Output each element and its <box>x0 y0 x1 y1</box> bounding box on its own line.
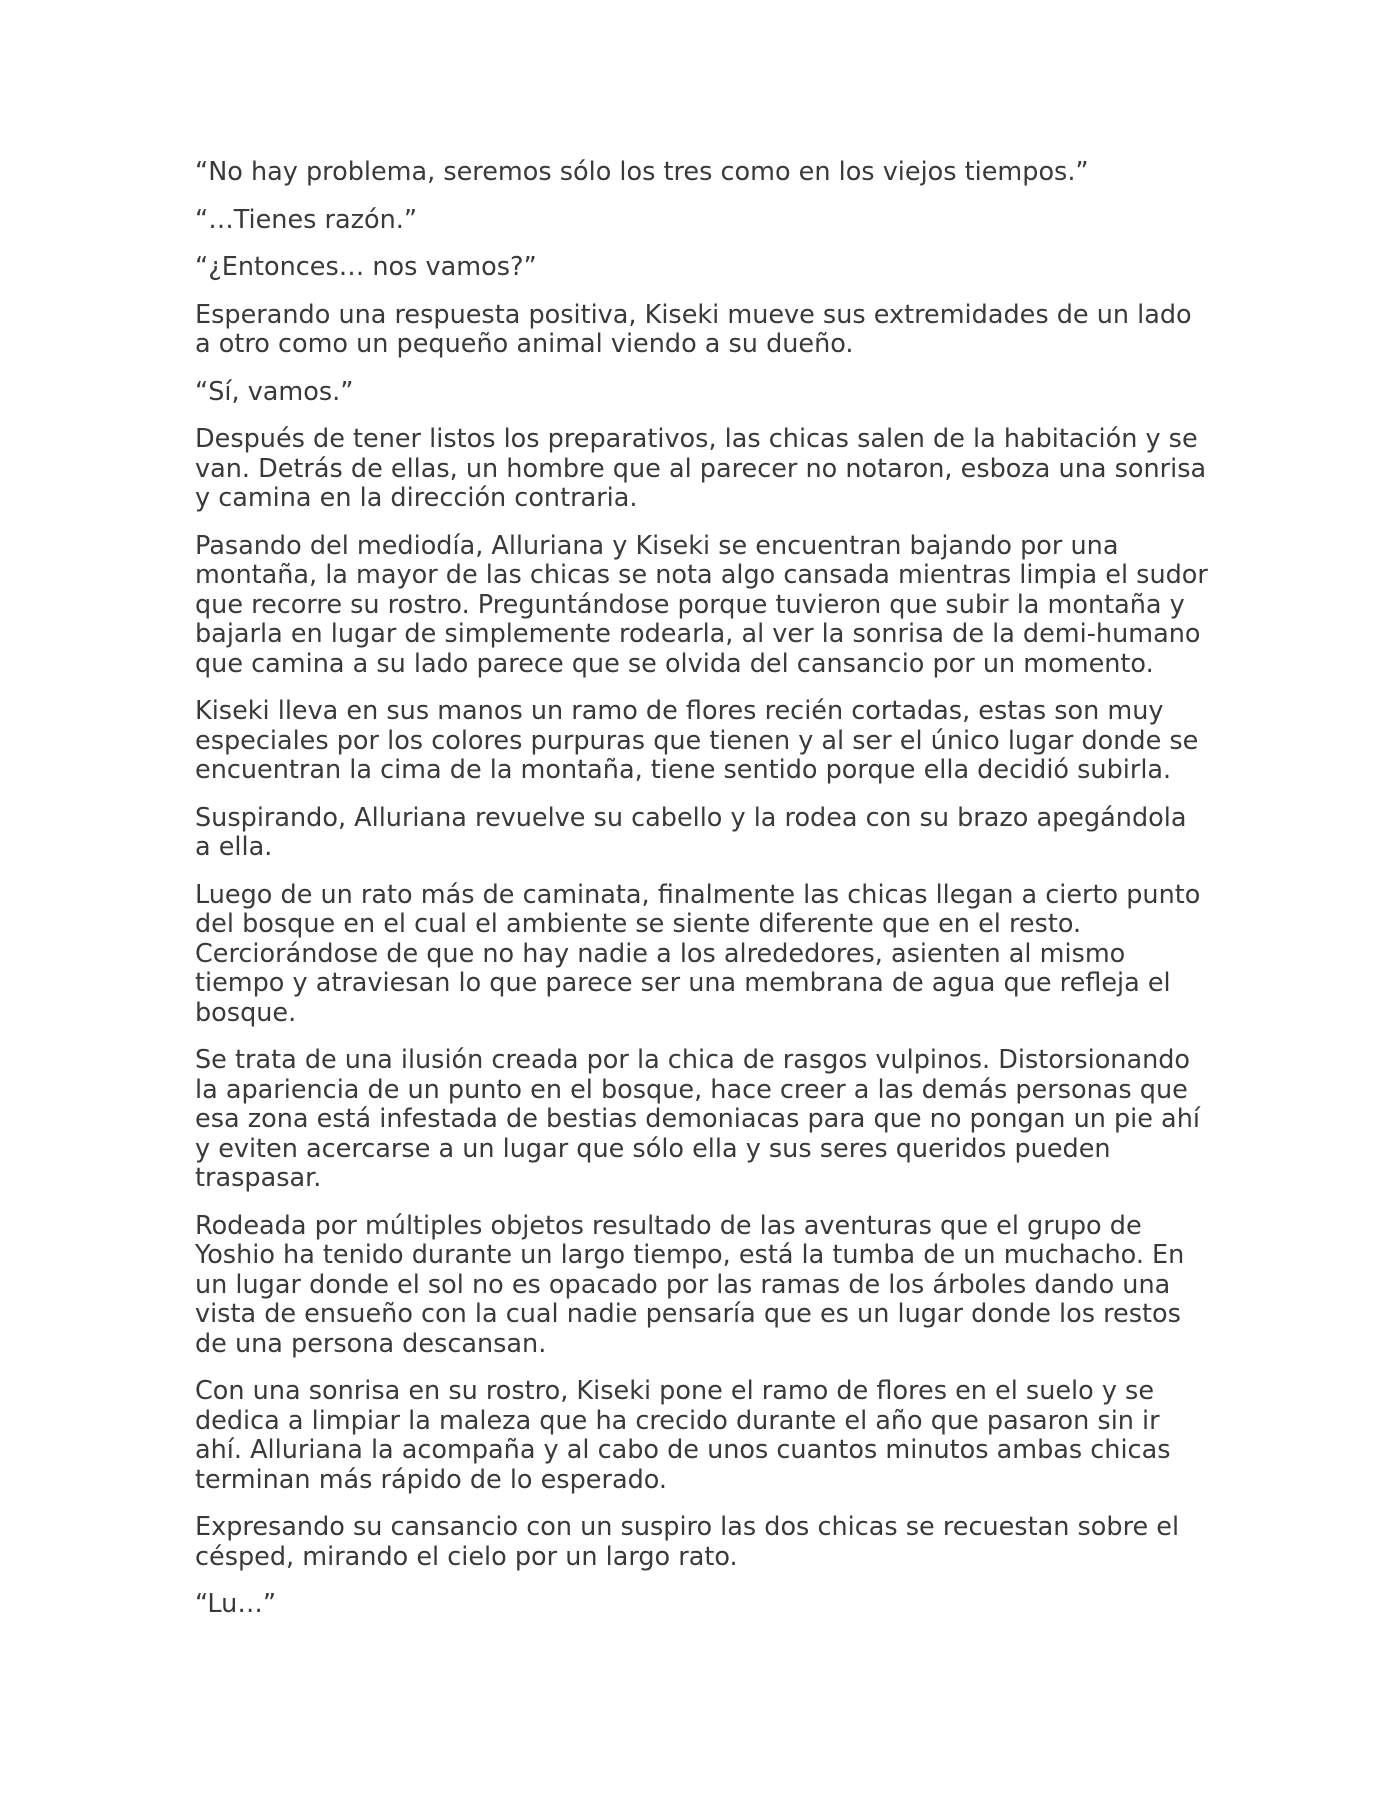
paragraph: “¿Entonces… nos vamos?” <box>195 252 537 282</box>
paragraph: Esperando una respuesta positiva, Kiseki mueve sus extremidades de un lado a otro como un pequeño animal viendo a su dueño. <box>195 299 1192 359</box>
paragraph: Kiseki lleva en sus manos un ramo de flores recién cortadas, estas son muy especiales por los colores purpuras que tienen y al ser el único lugar donde se encuentran la cima de la montaña, tiene sentido porque ella decidió subirla. <box>195 696 1199 785</box>
paragraph: Luego de un rato más de caminata, finalmente las chicas llegan a cierto punto del bosque en el cual el ambiente se siente diferente que en el resto. Cerciorándose de que no hay nadie a los alrededores, asienten al mismo tiempo y atraviesan lo que parece ser una membrana de agua que refleja el bosque. <box>195 879 1201 1028</box>
paragraph: Después de tener listos los preparativos, las chicas salen de la habitación y se van. Detrás de ellas, un hombre que al parecer no notaron, esboza una sonrisa y camina en la dirección contraria. <box>195 424 1207 513</box>
paragraph: “Sí, vamos.” <box>195 376 354 407</box>
paragraph: “…Tienes razón.” <box>195 204 418 235</box>
paragraph: Expresando su cansancio con un suspiro las dos chicas se recuestan sobre el césped, mirando el cielo por un largo rato. <box>195 1512 1180 1572</box>
paragraph: Pasando del mediodía, Alluriana y Kiseki se encuentran bajando por una montaña, la mayor de las chicas se nota algo cansada mientras limpia el sudor que recorre su rostro. Preguntándose porque tuvieron que subir la montaña y bajarla en lugar de simplemente rodearla, al ver la sonrisa de la demi-humano que camina a su lado parece que se olvida del cansancio por un momento. <box>195 530 1208 679</box>
paragraph: Se trata de una ilusión creada por la chica de rasgos vulpinos. Distorsionando la apariencia de un punto en el bosque, hace creer a las demás personas que esa zona está infestada de bestias demoniacas para que no pongan un pie ahí y eviten acercarse a un lugar que sólo ella y sus seres queridos pueden traspasar. <box>195 1045 1200 1193</box>
paragraph: Rodeada por múltiples objetos resultado de las aventuras que el grupo de Yoshio ha tenido durante un largo tiempo, está la tumba de un muchacho. En un lugar donde el sol no es opacado por las ramas de los árboles dando una vista de ensueño con la cual nadie pensaría que es un lugar donde los restos de una persona descansan. <box>195 1210 1185 1359</box>
paragraph: Con una sonrisa en su rostro, Kiseki pone el ramo de flores en el suelo y se dedica a limpiar la maleza que ha crecido durante el año que pasaron sin ir ahí. Alluriana la acompaña y al cabo de unos cuantos minutos ambas chicas terminan más rápido de lo esperado. <box>195 1376 1171 1495</box>
paragraph: “No hay problema, seremos sólo los tres como en los viejos tiempos.” <box>195 157 1089 187</box>
paragraph: Suspirando, Alluriana revuelve su cabello y la rodea con su brazo apegándola a ella. <box>195 802 1187 862</box>
paragraph: “Lu…” <box>195 1589 277 1619</box>
document-body <box>195 158 1210 1638</box>
